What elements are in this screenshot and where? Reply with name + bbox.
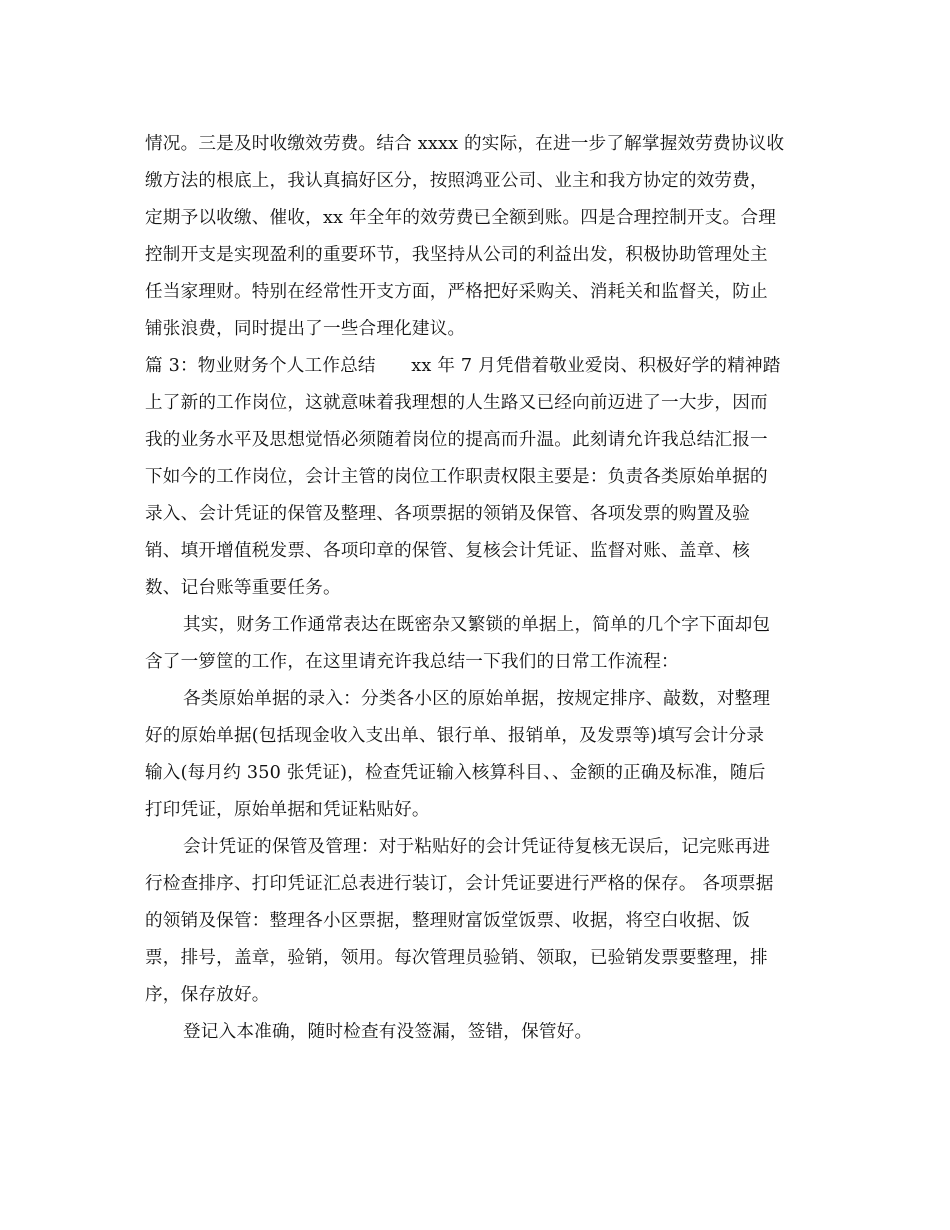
text-line: 铺张浪费，同时提出了一些合理化建议。 (145, 319, 466, 339)
text-line: 各类原始单据的录入：分类各小区的原始单据，按规定排序、敲数，对整理 (183, 689, 771, 709)
text-line: 的领销及保管：整理各小区票据，整理财富饭堂饭票、收据，将空白收据、饭 (145, 911, 750, 931)
text-line: 行检查排序、打印凭证汇总表进行装订，会计凭证要进行严格的保存。 各项票据 (145, 874, 774, 894)
text-line: 控制开支是实现盈利的重要环节，我坚持从公司的利益出发，积极协助管理处主 (145, 245, 768, 265)
text-line: 我的业务水平及思想觉悟必须随着岗位的提高而升温。此刻请允许我总结汇报一 (145, 430, 768, 450)
text-line: 销、填开增值税发票、各项印章的保管、复核会计凭证、监督对账、盖章、核 (145, 541, 750, 561)
text-line: 含了一箩筐的工作，在这里请充许我总结一下我们的日常工作流程： (145, 652, 679, 672)
text-line: 情况。三是及时收缴效劳费。结合 xxxx 的实际，在进一步了解掌握效劳费协议收 (145, 134, 785, 154)
text-line: 缴方法的根底上，我认真搞好区分，按照鸿亚公司、业主和我方协定的效劳费， (145, 171, 768, 191)
text-line: 序，保存放好。 (145, 985, 270, 1005)
text-line: 输入(每月约 350 张凭证)，检查凭证输入核算科目、、金额的正确及标准，随后 (145, 763, 766, 783)
text-line: 票，排号，盖章，验销，领用。每次管理员验销、领取，已验销发票要整理，排 (145, 948, 768, 968)
text-line: 打印凭证，原始单据和凭证粘贴好。 (145, 800, 430, 820)
document-body (145, 126, 805, 1051)
text-line: 好的原始单据(包括现金收入支出单、银行单、报销单，及发票等)填写会计分录 (145, 726, 765, 746)
text-line: 会计凭证的保管及管理：对于粘贴好的会计凭证待复核无误后，记完账再进 (183, 837, 771, 857)
text-line: 其实，财务工作通常表达在既密杂又繁锁的单据上，简单的几个字下面却包 (183, 615, 771, 635)
text-line: 定期予以收缴、催收，xx 年全年的效劳费已全额到账。四是合理控制开支。合理 (145, 208, 777, 228)
text-line: 登记入本准确，随时检查有没签漏，签错，保管好。 (183, 1022, 593, 1042)
text-line: 篇 3：物业财务个人工作总结 xx 年 7 月凭借着敬业爱岗、积极好学的精神踏 (145, 356, 781, 376)
text-line: 任当家理财。特别在经常性开支方面，严格把好采购关、消耗关和监督关，防止 (145, 282, 768, 302)
text-line: 下如今的工作岗位，会计主管的岗位工作职责权限主要是：负责各类原始单据的 (145, 467, 768, 487)
text-line: 录入、会计凭证的保管及整理、各项票据的领销及保管、各项发票的购置及验 (145, 504, 750, 524)
text-line: 上了新的工作岗位，这就意味着我理想的人生路又已经向前迈进了一大步，因而 (145, 393, 768, 413)
text-line: 数、记台账等重要任务。 (145, 578, 341, 598)
